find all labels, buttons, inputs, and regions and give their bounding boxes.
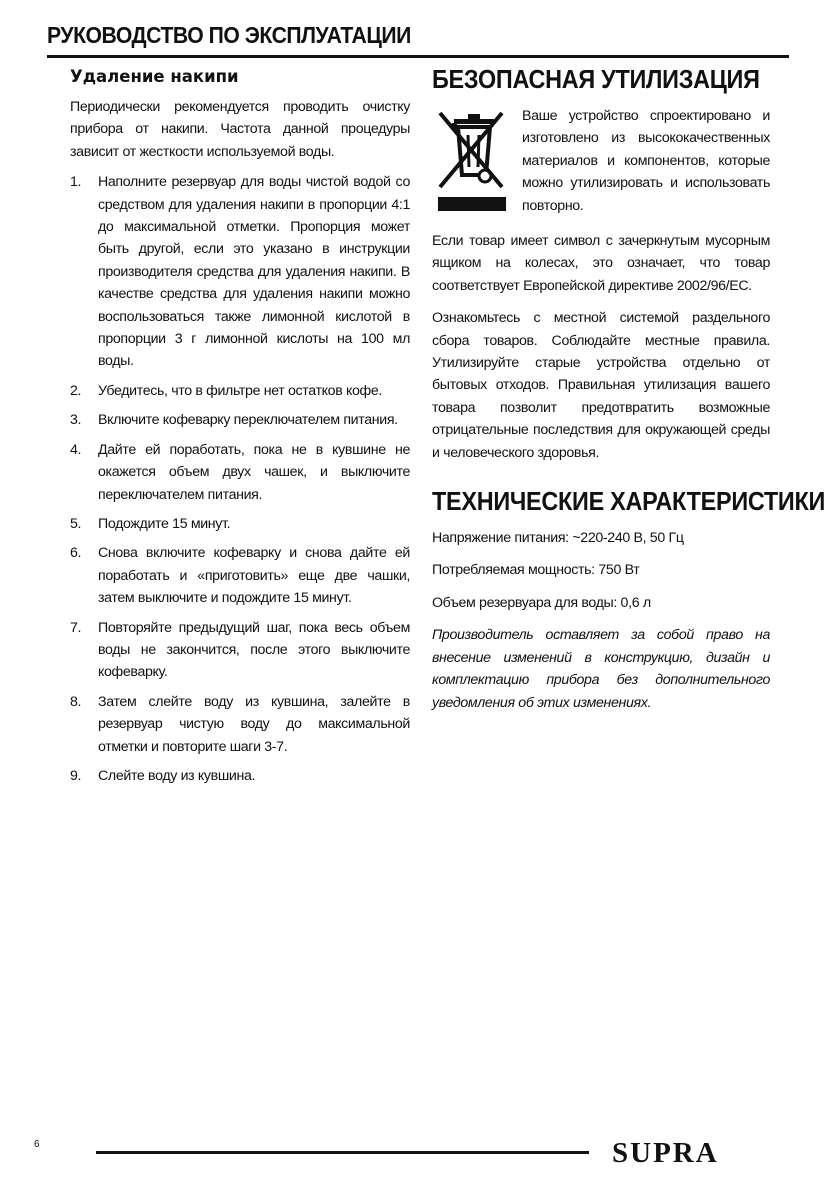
left-column <box>70 64 410 794</box>
step-number: 4. <box>70 441 82 458</box>
step-text: Подождите 15 минут. <box>98 515 231 532</box>
step-number: 8. <box>70 693 82 710</box>
step-number: 7. <box>70 619 82 636</box>
descaling-intro: Периодически рекомендуется проводить очистку прибора от накипи. Частота данной процедуры зависит от жесткости используемой воды. <box>70 99 410 160</box>
descaling-step <box>70 513 410 535</box>
step-text: Снова включите кофеварку и снова дайте ей поработать и «приготовить» еще две чашки, затем выключите и подождите 15 минут. <box>98 545 410 607</box>
header-rule <box>47 55 789 58</box>
spec-voltage: Напряжение питания: ~220-240 В, 50 Гц <box>432 530 684 547</box>
crossed-out-wheelie-bin-icon <box>432 105 516 222</box>
step-text: Убедитесь, что в фильтре нет остатков кофе. <box>98 382 383 399</box>
descaling-step <box>70 542 410 609</box>
descaling-step <box>70 380 410 402</box>
descaling-step <box>70 765 410 787</box>
descaling-step <box>70 617 410 684</box>
descaling-steps-list <box>70 171 410 787</box>
step-number: 9. <box>70 767 82 784</box>
page-number: 6 <box>34 1139 40 1150</box>
manufacturer-note: Производитель оставляет за собой право на внесение изменений в конструкцию, дизайн и комплектацию прибора без дополнительного уведомления об этих изменениях. <box>432 627 770 711</box>
step-number: 6. <box>70 545 82 562</box>
step-text: Наполните резервуар для воды чистой водой со средством для удаления накипи в пропорции 4:1 до максимальной отметки. Пропорция может быть другой, если это указано в инструкции производителя средства для удаления накипи. В качестве средства для удаления накипи можно воспользоваться также лимонной кислотой в пропорции 3 г лимонной кислоты на 100 мл воды. <box>98 174 410 370</box>
disposal-heading: БЕЗОПАСНАЯ УТИЛИЗАЦИЯ <box>432 64 760 94</box>
disposal-paragraph-1: Если товар имеет символ с зачеркнутым мусорным ящиком на колесах, это означает, что товар соответствует Европейской директиве 2002/96/EC. <box>432 233 770 294</box>
footer-rule <box>96 1151 589 1154</box>
step-number: 1. <box>70 174 82 191</box>
specs-heading: ТЕХНИЧЕСКИЕ ХАРАКТЕРИСТИКИ <box>432 486 826 517</box>
descaling-step <box>70 439 410 506</box>
descaling-step <box>70 409 410 431</box>
step-number: 2. <box>70 382 82 399</box>
disposal-icon-text: Ваше устройство спроектировано и изготовлено из высококачественных материалов и компонентов, которые можно утилизировать и использовать повторно. <box>522 108 770 214</box>
step-number: 5. <box>70 515 82 532</box>
disposal-paragraph-2: Ознакомьтесь с местной системой раздельного сбора товаров. Соблюдайте местные правила. Утилизируйте старые устройства отдельно от бытовых отходов. Правильная утилизация вашего товара позволит предотвратить возможные отрицательные последствия для окружающей среды и человеческого здоровья. <box>432 310 770 461</box>
step-number: 3. <box>70 412 82 429</box>
weee-block <box>432 105 770 222</box>
spec-power: Потребляемая мощность: 750 Вт <box>432 562 640 579</box>
page-header-title: РУКОВОДСТВО ПО ЭКСПЛУАТАЦИИ <box>47 22 411 48</box>
descaling-step <box>70 171 410 373</box>
right-column <box>432 64 826 714</box>
descaling-heading: Удаление накипи <box>70 67 239 86</box>
step-text: Включите кофеварку переключателем питания. <box>98 412 398 429</box>
spec-tank-volume: Объем резервуара для воды: 0,6 л <box>432 594 651 611</box>
step-text: Повторяйте предыдущий шаг, пока весь объем воды не закончится, после этого выключите кофеварку. <box>98 619 410 681</box>
descaling-step <box>70 691 410 758</box>
step-text: Слейте воду из кувшина. <box>98 767 256 784</box>
step-text: Дайте ей поработать, пока не в кувшине не окажется объем двух чашек, и выключите переключателем питания. <box>98 441 410 503</box>
brand-logo: SUPRA <box>612 1137 719 1169</box>
step-text: Затем слейте воду из кувшина, залейте в резервуар чистую воду до максимальной отметки и повторите шаги 3-7. <box>98 693 410 755</box>
